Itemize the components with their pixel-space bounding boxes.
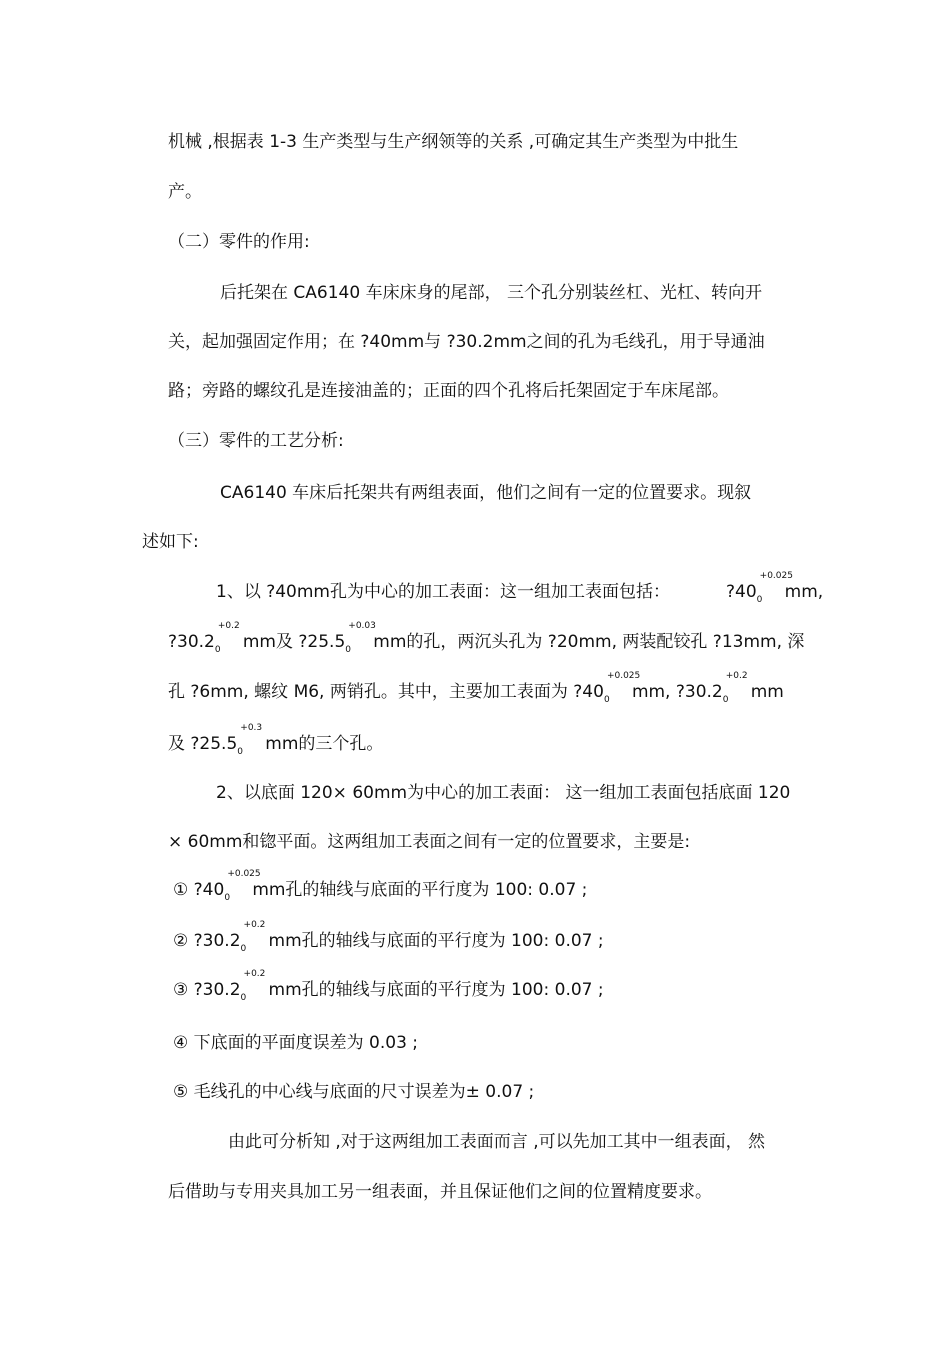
tolerance-stack: +0.025 0 xyxy=(756,571,793,605)
tolerance-stack: +0.2 0 xyxy=(722,671,748,705)
paragraph-line: 述如下: xyxy=(142,532,199,552)
requirement-item: ③ ?30.2 +0.2 0 mm孔的轴线与底面的平行度为 100: 0.07 ; xyxy=(173,969,604,1003)
paragraph-line: ?30.2 +0.2 0 mm及 ?25.5 +0.03 0 mm的孔，两沉头孔为 ?20mm, 两装配铰孔 ?13mm, 深 xyxy=(168,621,805,655)
paragraph-line: 路；旁路的螺纹孔是连接油盖的；正面的四个孔将后托架固定于车床尾部。 xyxy=(168,381,729,401)
tolerance-stack: +0.3 0 xyxy=(237,723,263,757)
tolerance-stack: +0.2 0 xyxy=(214,621,240,655)
paragraph-line: 及 ?25.5 +0.3 0 mm的三个孔。 xyxy=(168,723,384,757)
paragraph-line: 2、以底面 120× 60mm为中心的加工表面： 这一组加工表面包括底面 120 xyxy=(216,783,791,803)
section-heading: （三）零件的工艺分析: xyxy=(168,431,344,451)
tolerance-stack: +0.03 0 xyxy=(345,621,376,655)
tolerance-stack: +0.2 0 xyxy=(240,920,266,954)
tolerance-stack: +0.025 0 xyxy=(603,671,641,705)
paragraph-line: 机械 ,根据表 1-3 生产类型与生产纲领等的关系 ,可确定其生产类型为中批生 xyxy=(168,132,739,152)
paragraph-line: 孔 ?6mm, 螺纹 M6, 两销孔。其中，主要加工表面为 ?40 +0.025 0 mm, ?30.2 +0.2 0 mm xyxy=(168,671,784,705)
paragraph-line: × 60mm和锪平面。这两组加工表面之间有一定的位置要求，主要是: xyxy=(168,832,691,852)
requirement-item: ⑤ 毛线孔的中心线与底面的尺寸误差为± 0.07 ; xyxy=(173,1082,535,1102)
dimension-text: ?40 +0.025 0 mm, xyxy=(726,571,824,605)
paragraph-line: 产。 xyxy=(168,182,202,202)
paragraph-line: CA6140 车床后托架共有两组表面，他们之间有一定的位置要求。现叙 xyxy=(220,483,752,503)
tolerance-stack: +0.025 0 xyxy=(224,869,261,903)
requirement-item: ④ 下底面的平面度误差为 0.03 ; xyxy=(173,1033,419,1053)
requirement-item: ① ?40 +0.025 0 mm孔的轴线与底面的平行度为 100: 0.07 ; xyxy=(173,869,588,903)
paragraph-line: 后借助与专用夹具加工另一组表面，并且保证他们之间的位置精度要求。 xyxy=(168,1182,712,1202)
section-heading: （二）零件的作用: xyxy=(168,232,310,252)
requirement-item: ② ?30.2 +0.2 0 mm孔的轴线与底面的平行度为 100: 0.07 ; xyxy=(173,920,604,954)
paragraph-line: 1、以 ?40mm孔为中心的加工表面：这一组加工表面包括： xyxy=(216,582,670,602)
paragraph-line: 由此可分析知 ,对于这两组加工表面而言 ,可以先加工其中一组表面， 然 xyxy=(228,1132,766,1152)
paragraph-line: 后托架在 CA6140 车床床身的尾部， 三个孔分别装丝杠、光杠、转向开 xyxy=(220,283,762,303)
tolerance-stack: +0.2 0 xyxy=(240,969,266,1003)
paragraph-line: 关，起加强固定作用；在 ?40mm与 ?30.2mm之间的孔为毛线孔，用于导通油 xyxy=(168,332,765,352)
